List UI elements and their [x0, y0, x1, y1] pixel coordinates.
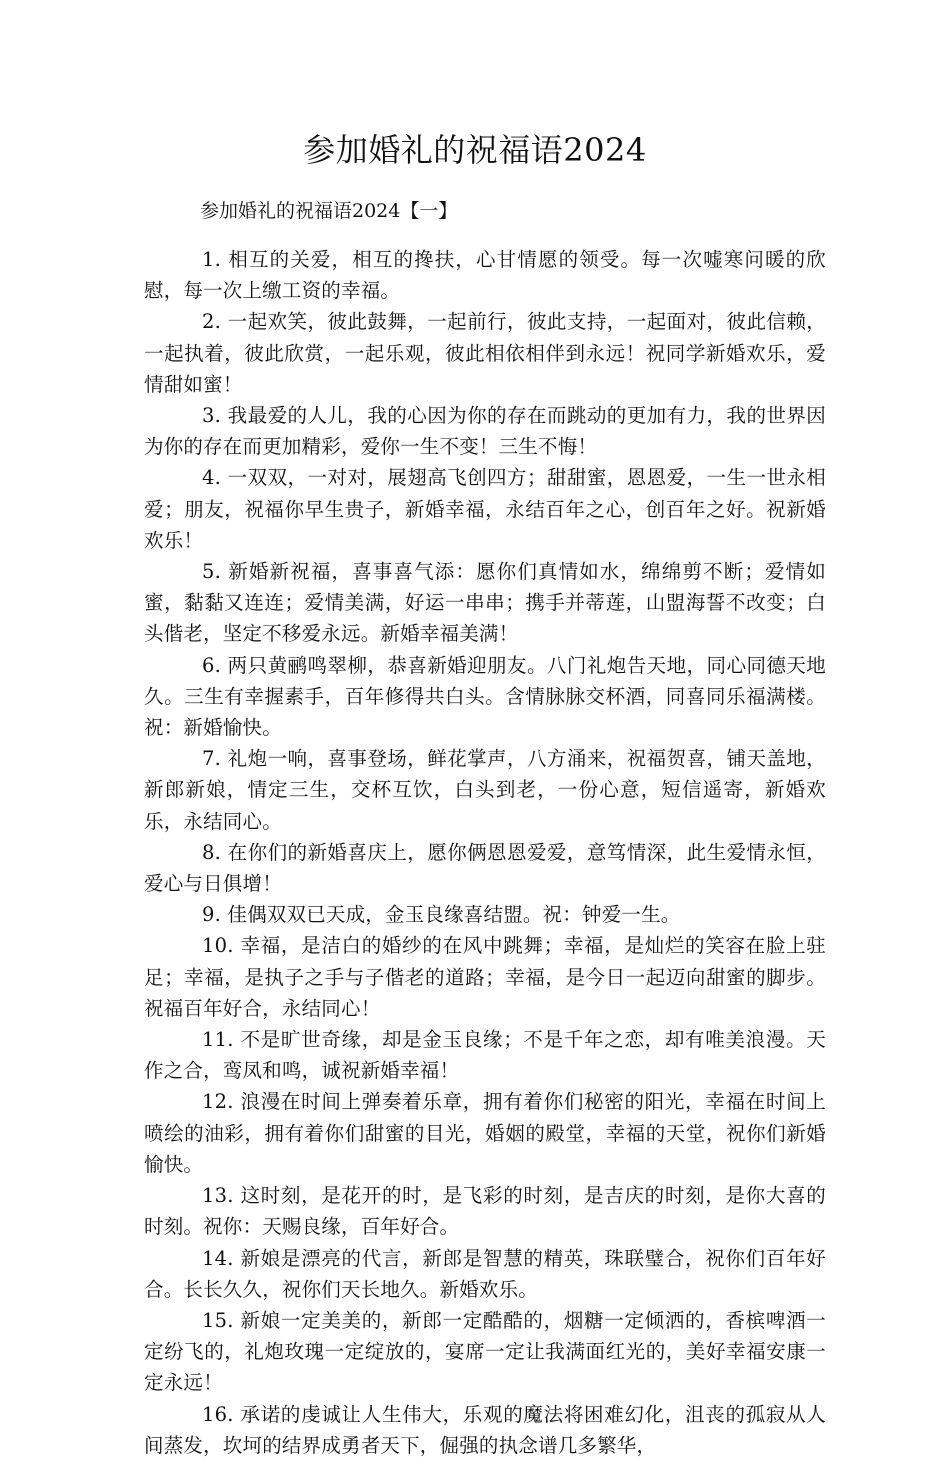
paragraph-5: 5. 新婚新祝福，喜事喜气添：愿你们真情如水，绵绵剪不断；爱情如蜜，黏黏又连连；爱情美满，好运一串串；携手并蒂莲，山盟海誓不改变；白头偕老，坚定不移爱永远。新婚幸福美满！: [144, 560, 826, 646]
paragraph-1: 1. 相互的关爱，相互的搀扶，心甘情愿的领受。每一次嘘寒问暖的欣慰，每一次上缴工资的幸福。: [144, 248, 826, 303]
paragraph-10: 10. 幸福，是洁白的婚纱的在风中跳舞；幸福，是灿烂的笑容在脸上驻足；幸福，是执子之手与子偕老的道路；幸福，是今日一起迈向甜蜜的脚步。祝福百年好合，永结同心！: [144, 934, 826, 1020]
paragraph-3: 3. 我最爱的人儿，我的心因为你的存在而跳动的更加有力，我的世界因为你的存在而更加精彩，爱你一生不变！三生不悔！: [144, 404, 826, 459]
paragraph-12: 12. 浪漫在时间上弹奏着乐章，拥有着你们秘密的阳光，幸福在时间上喷绘的油彩，拥有着你们甜蜜的目光，婚姻的殿堂，幸福的天堂，祝你们新婚愉快。: [144, 1090, 826, 1176]
body-text: [144, 244, 826, 1461]
paragraph-6: 6. 两只黄鹂鸣翠柳，恭喜新婚迎朋友。八门礼炮告天地，同心同德天地久。三生有幸握素手，百年修得共白头。含情脉脉交杯酒，同喜同乐福满楼。祝：新婚愉快。: [144, 653, 826, 740]
paragraph-9: 9. 佳偶双双已天成，金玉良缘喜结盟。祝：钟爱一生。: [202, 903, 681, 927]
paragraph-16: 16. 承诺的虔诚让人生伟大，乐观的魔法将困难幻化，沮丧的孤寂从人间蒸发，坎坷的结界成勇者天下，倔强的执念谱几多繁华，: [144, 1402, 826, 1457]
paragraph-14: 14. 新娘是漂亮的代言，新郎是智慧的精英，珠联璧合，祝你们百年好合。长长久久，祝你们天长地久。新婚欢乐。: [144, 1246, 826, 1301]
paragraph-11: 11. 不是旷世奇缘，却是金玉良缘；不是千年之恋，却有唯美浪漫。天作之合，鸾凤和鸣，诚祝新婚幸福！: [144, 1028, 826, 1083]
paragraph-7: 7. 礼炮一响，喜事登场，鲜花掌声，八方涌来，祝福贺喜，铺天盖地，新郎新娘，情定三生，交杯互饮，白头到老，一份心意，短信遥寄，新婚欢乐，永结同心。: [144, 747, 826, 833]
section-heading: 参加婚礼的祝福语2024【一】: [200, 200, 458, 222]
paragraph-2: 2. 一起欢笑，彼此鼓舞，一起前行，彼此支持，一起面对，彼此信赖，一起执着，彼此欣赏，一起乐观，彼此相依相伴到永远！祝同学新婚欢乐，爱情甜如蜜！: [144, 310, 826, 396]
page-title: 参加婚礼的祝福语2024: [303, 131, 647, 169]
paragraph-4: 4. 一双双，一对对，展翅高飞创四方；甜甜蜜，恩恩爱，一生一世永相爱；朋友，祝福你早生贵子，新婚幸福，永结百年之心，创百年之好。祝新婚欢乐！: [144, 466, 826, 552]
paragraph-15: 15. 新娘一定美美的，新郎一定酷酷的，烟糖一定倾洒的，香槟啤酒一定纷飞的，礼炮玫瑰一定绽放的，宴席一定让我满面红光的，美好幸福安康一定永远！: [144, 1308, 826, 1395]
paragraph-13: 13. 这时刻，是花开的时，是飞彩的时刻，是吉庆的时刻，是你大喜的时刻。祝你：天赐良缘，百年好合。: [144, 1184, 826, 1239]
paragraph-8: 8. 在你们的新婚喜庆上，愿你俩恩恩爱爱，意笃情深，此生爱情永恒，爱心与日俱增！: [144, 840, 826, 896]
